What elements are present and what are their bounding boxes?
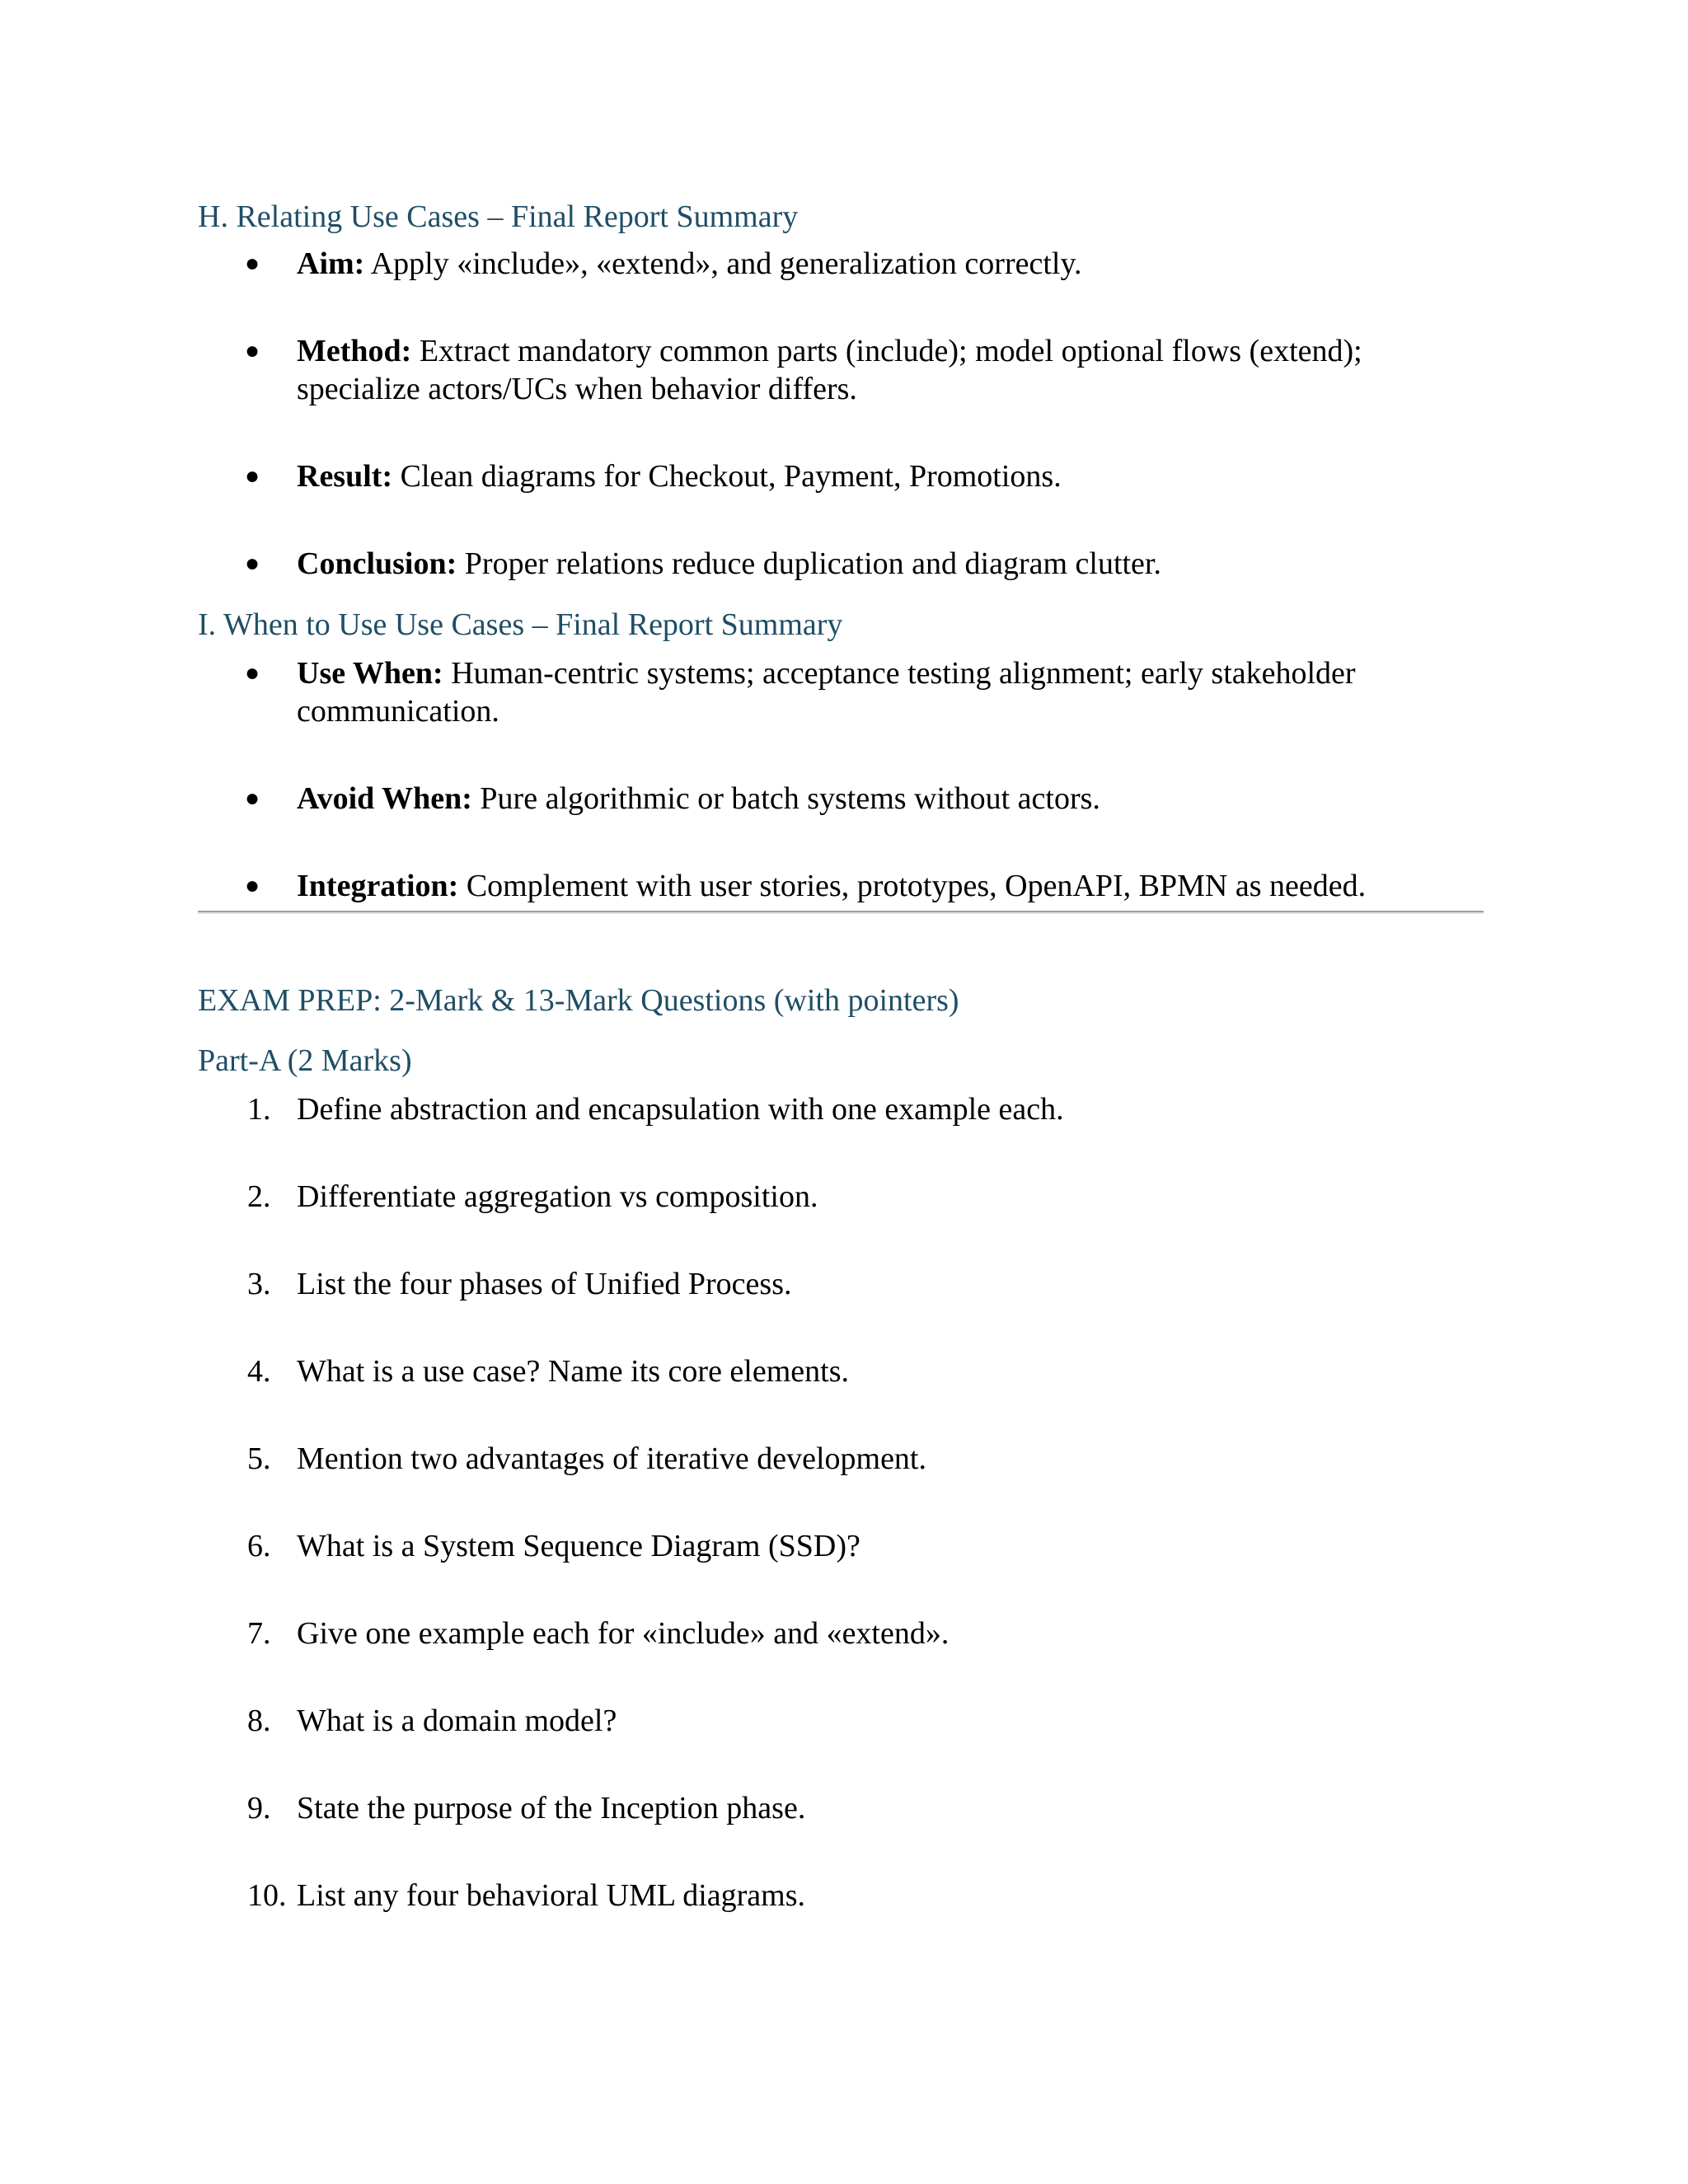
question-text: List the four phases of Unified Process. (297, 1267, 792, 1301)
item-label: Conclusion: (297, 546, 457, 581)
bullet-icon: ● (245, 785, 260, 812)
question-item (247, 1265, 1484, 1303)
question-text: What is a domain model? (297, 1704, 617, 1738)
list-item-use-when (245, 654, 1484, 730)
question-text: Define abstraction and encapsulation with one example each. (297, 1092, 1064, 1127)
section-i-heading: I. When to Use Use Cases – Final Report Summary (198, 607, 843, 642)
question-item (247, 1702, 1484, 1740)
question-number: 7. (247, 1616, 271, 1651)
question-text: What is a System Sequence Diagram (SSD)? (297, 1529, 860, 1563)
item-label: Use When: (297, 656, 443, 691)
item-text: Pure algorithmic or batch systems without actors. (471, 781, 1100, 816)
question-item (247, 1178, 1484, 1216)
item-label: Integration: (297, 869, 459, 903)
list-item-conclusion (245, 545, 1484, 583)
item-text: Complement with user stories, prototypes, OpenAPI, BPMN as needed. (458, 869, 1367, 903)
question-number: 1. (247, 1092, 271, 1127)
bullet-icon: ● (245, 872, 260, 899)
list-item-method (245, 332, 1484, 408)
question-number: 2. (247, 1179, 271, 1214)
question-number: 3. (247, 1267, 271, 1301)
list-item-integration (245, 867, 1484, 905)
item-label: Aim: (297, 246, 365, 281)
item-text: Clean diagrams for Checkout, Payment, Promotions. (392, 459, 1062, 494)
item-text: Apply «include», «extend», and generalization correctly. (364, 246, 1082, 281)
exam-prep-heading: EXAM PREP: 2-Mark & 13-Mark Questions (with pointers) (198, 983, 959, 1018)
bullet-icon: ● (245, 659, 260, 687)
question-item (247, 1527, 1484, 1565)
item-text: Human-centric systems; acceptance testing alignment; early stakeholder communication. (297, 656, 1356, 729)
item-label: Method: (297, 334, 412, 368)
question-number: 9. (247, 1791, 271, 1825)
item-label: Avoid When: (297, 781, 472, 816)
question-text: State the purpose of the Inception phase. (297, 1791, 806, 1825)
part-a-heading: Part-A (2 Marks) (198, 1043, 412, 1078)
bullet-icon: ● (245, 337, 260, 364)
bullet-icon: ● (245, 250, 260, 277)
question-text: What is a use case? Name its core elements. (297, 1354, 849, 1389)
bullet-icon: ● (245, 550, 260, 577)
question-number: 4. (247, 1354, 271, 1389)
section-h-heading: H. Relating Use Cases – Final Report Summary (198, 199, 799, 234)
question-text: Give one example each for «include» and «extend». (297, 1616, 950, 1651)
list-item-result (245, 457, 1484, 495)
item-text: Proper relations reduce duplication and diagram clutter. (457, 546, 1161, 581)
list-item-avoid-when (245, 780, 1484, 818)
question-item (247, 1877, 1484, 1915)
question-item (247, 1440, 1484, 1478)
question-item (247, 1090, 1484, 1128)
question-item (247, 1352, 1484, 1390)
item-text: Extract mandatory common parts (include); model optional flows (extend); specialize actors/UCs when behavior differs. (297, 334, 1362, 406)
question-text: Differentiate aggregation vs composition. (297, 1179, 818, 1214)
horizontal-divider (198, 911, 1484, 914)
question-text: Mention two advantages of iterative development. (297, 1441, 926, 1476)
question-number: 10. (247, 1878, 287, 1913)
question-item (247, 1615, 1484, 1652)
question-number: 8. (247, 1704, 271, 1738)
bullet-icon: ● (245, 462, 260, 490)
question-item (247, 1789, 1484, 1827)
list-item-aim (245, 245, 1484, 283)
item-label: Result: (297, 459, 393, 494)
question-number: 5. (247, 1441, 271, 1476)
question-text: List any four behavioral UML diagrams. (297, 1878, 805, 1913)
question-number: 6. (247, 1529, 271, 1563)
